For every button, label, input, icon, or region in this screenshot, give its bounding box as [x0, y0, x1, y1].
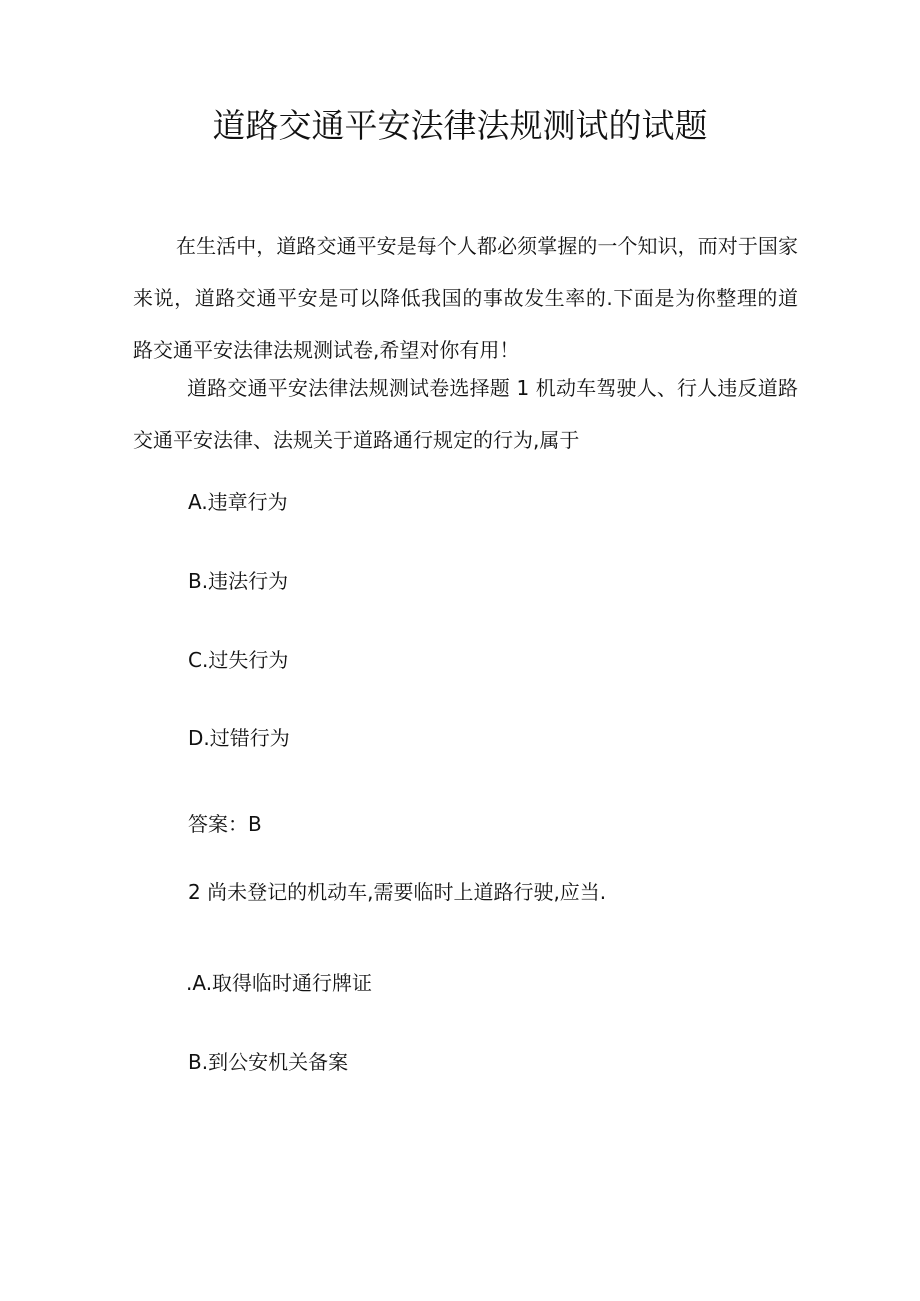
q1-option-b: B.违法行为 [188, 569, 289, 593]
intro-paragraph: 在生活中，道路交通平安是每个人都必须掌握的一个知识，而对于国家来说，道路交通平安是可以降低我国的事故发生率的.下面是为你整理的道路交通平安法律法规测试卷,希望对你有用！ [133, 234, 798, 362]
q1-option-a: A.违章行为 [188, 490, 288, 514]
q1-answer: 答案：B [188, 812, 262, 836]
q1-option-c: C.过失行为 [188, 648, 289, 672]
question-2-text: 2 尚未登记的机动车,需要临时上道路行驶,应当. [188, 880, 607, 904]
q2-option-b: B.到公安机关备案 [188, 1050, 349, 1074]
q2-option-a: .A.取得临时通行牌证 [186, 971, 373, 995]
question-1-text: 道路交通平安法律法规测试卷选择题 1 机动车驾驶人、行人违反道路交通平安法律、法规关于道路通行规定的行为,属于 [133, 376, 798, 452]
document-title: 道路交通平安法律法规测试的试题 [212, 106, 708, 145]
q1-option-d: D.过错行为 [188, 726, 290, 750]
